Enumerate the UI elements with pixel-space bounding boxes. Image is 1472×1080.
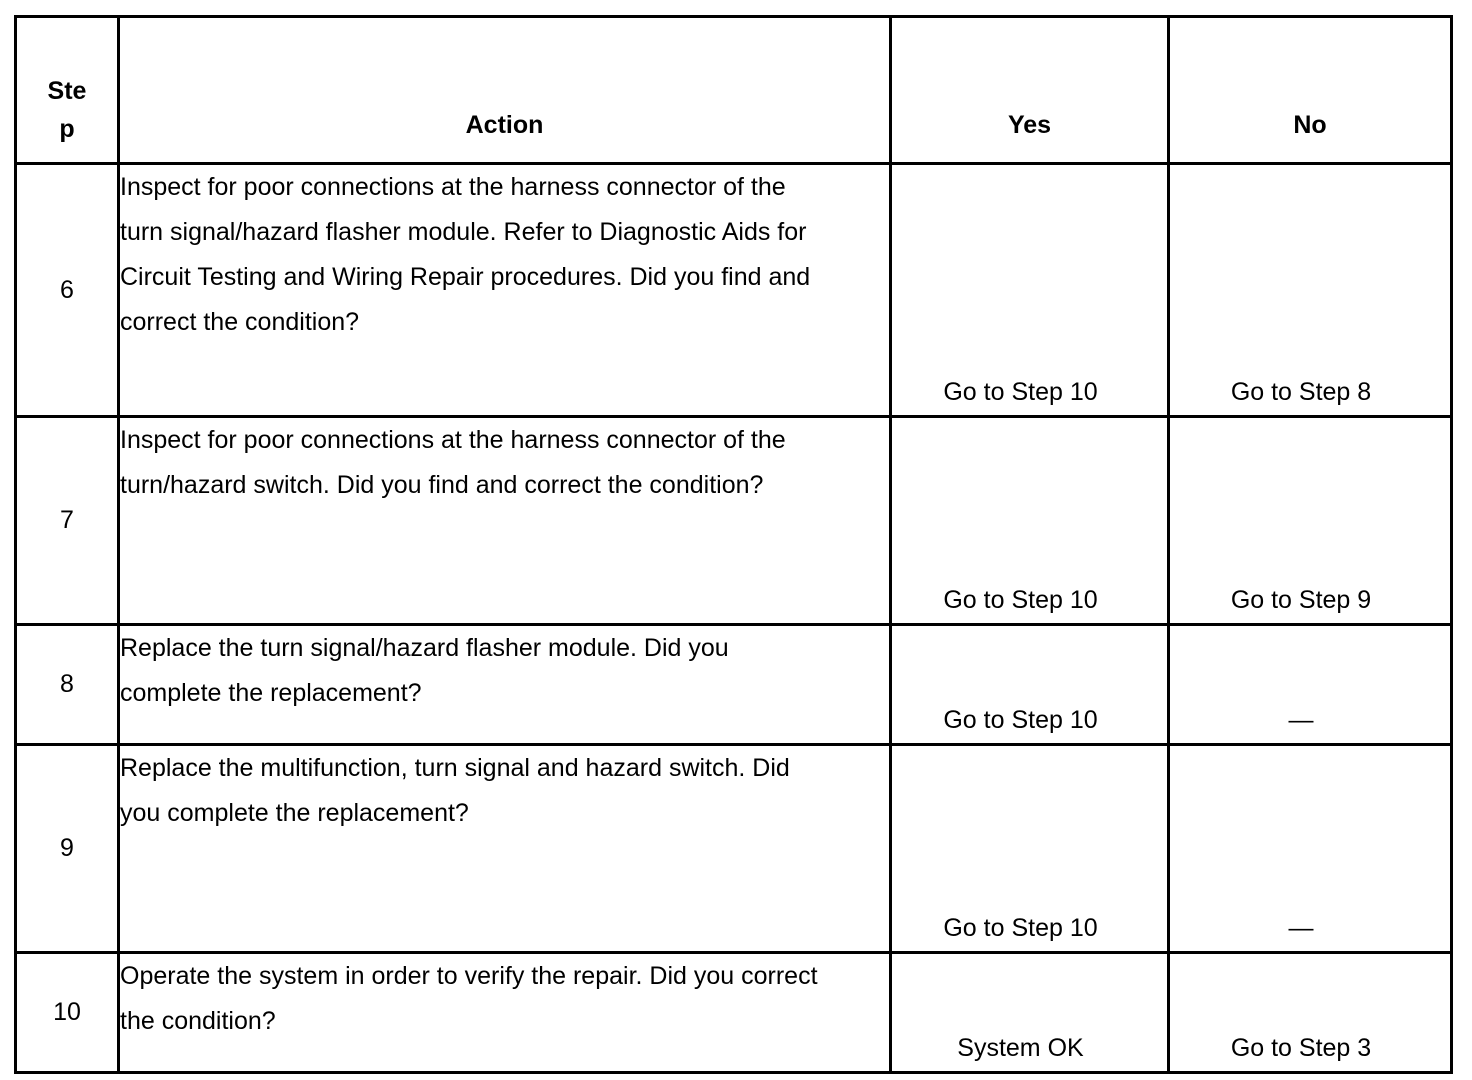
table-row bbox=[16, 745, 1452, 953]
action-text: Replace the turn signal/hazard flasher module. Did you complete the replacement? bbox=[119, 625, 891, 745]
step-number: 10 bbox=[16, 953, 119, 1073]
header-action: Action bbox=[119, 17, 891, 164]
step-number: 8 bbox=[16, 625, 119, 745]
table-row bbox=[16, 164, 1452, 417]
yes-result: Go to Step 10 bbox=[891, 417, 1169, 625]
no-result: Go to Step 8 bbox=[1169, 164, 1452, 417]
step-number: 7 bbox=[16, 417, 119, 625]
action-text: Inspect for poor connections at the harness connector of the turn signal/hazard flasher module. Refer to Diagnostic Aids for Circuit Testing and Wiring Repair procedures. Did you find and correct the condition? bbox=[119, 164, 891, 417]
table-row bbox=[16, 417, 1452, 625]
header-no: No bbox=[1169, 17, 1452, 164]
yes-result: Go to Step 10 bbox=[891, 164, 1169, 417]
header-step: Step bbox=[16, 17, 119, 164]
diagnostic-table bbox=[14, 15, 1453, 1074]
yes-result: Go to Step 10 bbox=[891, 625, 1169, 745]
action-text: Replace the multifunction, turn signal and hazard switch. Did you complete the replacement? bbox=[119, 745, 891, 953]
no-result: Go to Step 9 bbox=[1169, 417, 1452, 625]
table-row bbox=[16, 953, 1452, 1073]
action-text: Operate the system in order to verify the repair. Did you correct the condition? bbox=[119, 953, 891, 1073]
header-yes: Yes bbox=[891, 17, 1169, 164]
step-number: 9 bbox=[16, 745, 119, 953]
table-row bbox=[16, 625, 1452, 745]
no-result: Go to Step 3 bbox=[1169, 953, 1452, 1073]
yes-result: System OK bbox=[891, 953, 1169, 1073]
no-result: — bbox=[1169, 625, 1452, 745]
no-result: — bbox=[1169, 745, 1452, 953]
yes-result: Go to Step 10 bbox=[891, 745, 1169, 953]
action-text: Inspect for poor connections at the harness connector of the turn/hazard switch. Did you find and correct the condition? bbox=[119, 417, 891, 625]
table-header-row bbox=[16, 17, 1452, 164]
step-number: 6 bbox=[16, 164, 119, 417]
